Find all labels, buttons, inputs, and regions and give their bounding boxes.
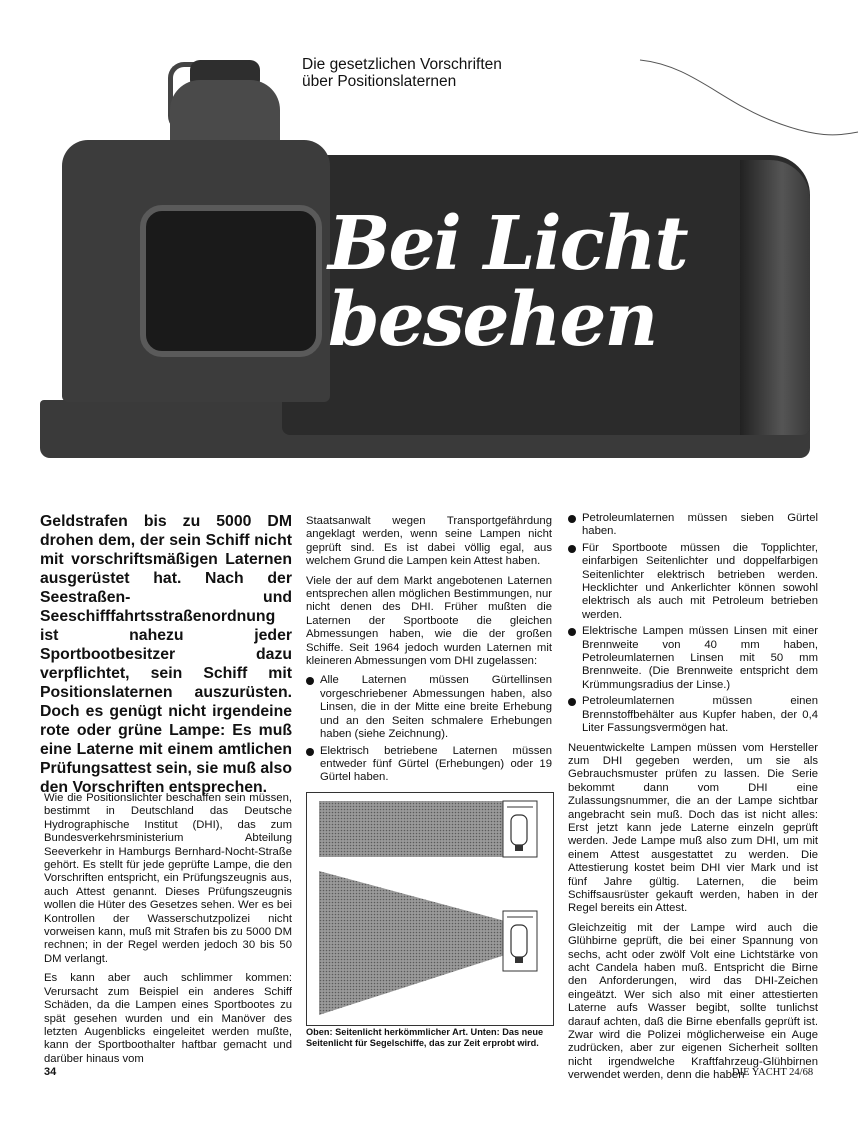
paragraph: Neuentwickelte Lampen müssen vom Hersteller zum DHI gegeben werden, um sie als Gebrauchsmuster prüfen zu lassen. Die Serie bekommt dann vom DHI eine Zulassungsnummer, die an der Lampe sichtbar angebracht sein muß. Doch das ist nicht alles: Erst jetzt kann jede Laterne einzeln geprüft werden. Jede Lampe muß also zum DHI, um mit einem Attest ausgestattet zu werden. Die Attestierung kostet beim DHI vier Mark und ist fünf Jahre gültig. Laternen, die beim Schiffsausrüster gekauft werden, haben in der Regel bereits ein Attest. [568, 741, 818, 915]
bullet-list [306, 674, 552, 784]
subtitle [302, 56, 602, 90]
lower-beam [319, 871, 505, 1015]
subtitle-line-1: Die gesetzlichen Vorschriften [302, 56, 502, 73]
list-item: Petroleumlaternen müssen sieben Gürtel haben. [568, 512, 818, 539]
column-2 [306, 515, 552, 791]
list-item: Alle Laternen müssen Gürtellinsen vorgeschriebener Abmessungen haben, also Linsen, die in der Mitte eine breite Erhebung und an den Seiten schmalere Erhebungen haben (siehe Zeichnung). [306, 674, 552, 741]
bullet-list [568, 512, 818, 736]
lantern-lens [140, 205, 322, 357]
column-3 [568, 512, 818, 1089]
lead-paragraph: Geldstrafen bis zu 5000 DM drohen dem, der sein Schiff nicht mit vorschriftsmäßigen Laternen ausgerüstet hat. Nach der Seestraßen- und Seeschifffahrtsstraßenordnung ist nahezu jeder Sportbootbesitzer dazu verpflichtet, sein Schiff mit Positionslaternen auszurüsten. Doch es genügt nicht irgendeine rote oder grüne Lampe: Es muß eine Laterne mit einem amtlichen Prüfungsattest sein, sie muß also den Vorschriften entsprechen. [40, 513, 292, 796]
lantern-beam-figure [306, 792, 554, 1026]
list-item: Elektrisch betriebene Laternen müssen entweder fünf Gürtel (Erhebungen) oder 19 Gürtel haben. [306, 745, 552, 785]
list-item: Elektrische Lampen müssen Linsen mit einer Brennweite von 40 mm haben, Petroleumlaternen Linsen mit 50 mm Brennweite. (Die Brennweite entspricht dem Krümmungsradius der Linse.) [568, 625, 818, 692]
page-number: 34 [44, 1066, 57, 1078]
issue-label: DIE YACHT 24/68 [732, 1067, 814, 1078]
column-1 [44, 792, 292, 1072]
paragraph: Es kann aber auch schlimmer kommen: Verursacht zum Beispiel ein anderes Schiff Schäden, da die Lampen eines Sportbootes zu spät gesehen wurden und ein Manöver des letzten Augenblicks eingeleitet werden mußte, kann der Sportboothalter haftbar gemacht und darüber hinaus vom [44, 972, 292, 1065]
paragraph: Wie die Positionslichter beschaffen sein müssen, bestimmt in Deutschland das Deutsche Hydrographische Institut (DHI), das zum Bundesverkehrsministerium Abteilung Seeverkehr in Hamburgs Bernhard-Nocht-Straße gehört. Es stellt für jede geprüfte Lampe, die den Vorschriften entspricht, ein Prüfungszeugnis aus, auch Attest genannt. Dieses Prüfungszeugnis wollen die Hüter des Gesetzes sehen. Wer es bei Kontrollen der Wasserschutzpolizei nicht vorweisen kann, muß mit Strafen bis zu 5000 DM rechnen; in der Regel werden jedoch 30 bis 50 DM verlangt. [44, 792, 292, 965]
upper-lamp-icon [503, 801, 537, 857]
lower-lamp-icon [503, 911, 537, 971]
title-line-1: Bei Licht [328, 201, 687, 287]
list-item: Petroleumlaternen müssen einen Brennstoffbehälter aus Kupfer haben, der 0,4 Liter Fassungsvermögen hat. [568, 695, 818, 735]
title-line-2: besehen [328, 277, 657, 363]
list-item: Für Sportboote müssen die Topplichter, einfarbigen Seitenlichter und doppelfarbigen Seitenlichter elektrisch betrieben werden. Hecklichter und Ankerlichter können sowohl elektrisch als auch mit Petroleum betrieben werden. [568, 542, 818, 622]
paragraph: Gleichzeitig mit der Lampe wird auch die Glühbirne geprüft, die bei einer Spannung von sechs, acht oder zwölf Volt eine Lichtstärke von acht Candela haben muß. Entspricht die Birne den Anforderungen, wird das DHI-Zeichen eingeätzt. Wer sich also mit einer attestierten Laterne aufs Wasser begibt, sollte tunlichst darauf achten, daß die Birne ebenfalls geprüft ist. Zwar wird die Polizei möglicherweise ein Auge zudrücken, aber zur eigenen Sicherheit sollten nicht irgendwelche Kraftfahrzeug-Glühbirnen verwendet werden, denn die haben [568, 921, 818, 1082]
paper-crease [630, 40, 860, 140]
figure-caption: Oben: Seitenlicht herkömmlicher Art. Unten: Das neue Seitenlicht für Segelschiffe, das zur Zeit erprobt wird. [306, 1027, 544, 1048]
subtitle-line-2: über Positionslaternen [302, 73, 457, 90]
beam-diagram [307, 793, 553, 1025]
upper-beam [319, 801, 505, 857]
article-title [328, 201, 768, 363]
paragraph: Viele der auf dem Markt angebotenen Laternen entsprechen allen möglichen Bestimmungen, nur nicht denen des DHI. Früher mußten die Laternen der Sportboote die gleichen Abmessungen haben, wie die der großen Schiffe. Seit 1964 jedoch wurden Laternen mit kleineren Abmessungen vom DHI zugelassen: [306, 574, 552, 668]
paragraph: Staatsanwalt wegen Transportgefährdung angeklagt werden, wenn seine Lampen nicht geprüft sind. Es ist dabei völlig egal, aus welchem Grund die Lampen kein Attest haben. [306, 515, 552, 568]
